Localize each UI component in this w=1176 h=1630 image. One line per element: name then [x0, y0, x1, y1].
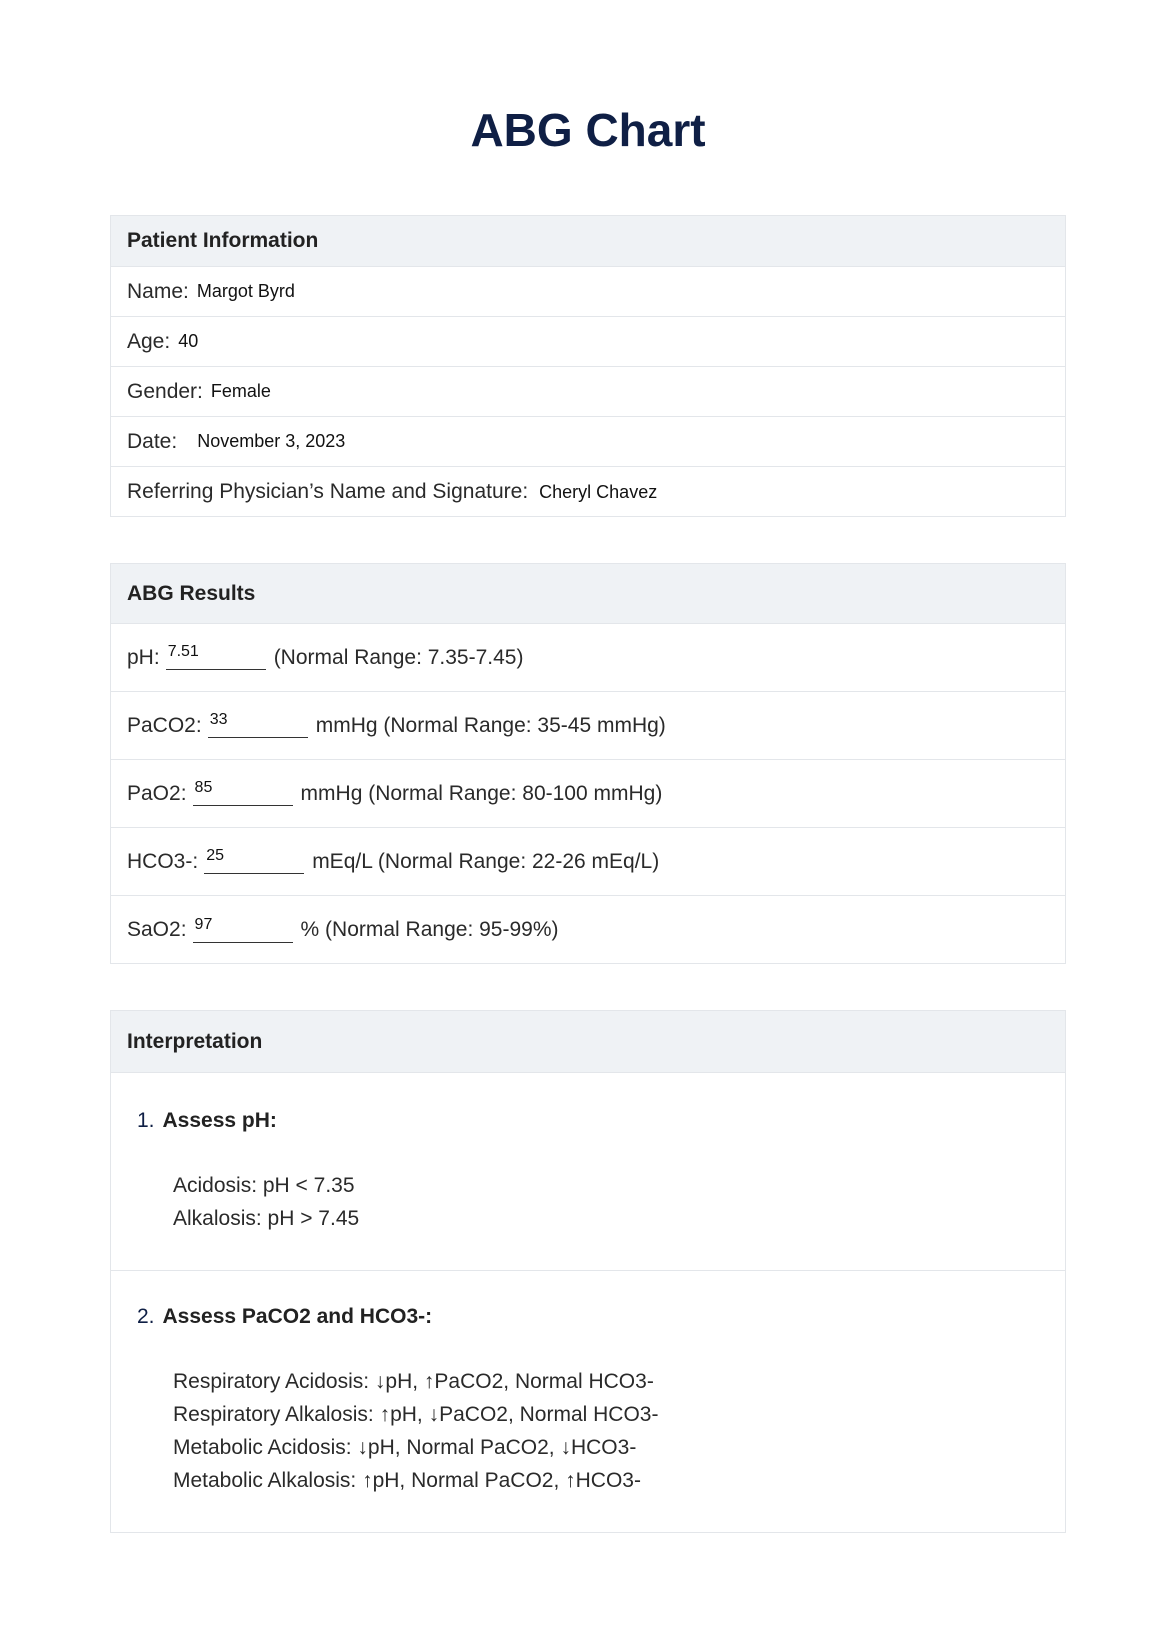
interpretation-header: Interpretation: [111, 1011, 1065, 1073]
referring-physician-label: Referring Physician’s Name and Signature:: [127, 480, 529, 503]
patient-age-row: [111, 317, 1065, 367]
step-line: Alkalosis: pH > 7.45: [173, 1207, 360, 1230]
page-title: ABG Chart: [470, 104, 706, 156]
paco2-value: 33: [209, 711, 228, 728]
sao2-field[interactable]: [193, 915, 293, 943]
patient-date-value[interactable]: November 3, 2023: [197, 431, 346, 451]
step-line: Metabolic Alkalosis: ↑pH, Normal PaCO2, ↑HCO3-: [173, 1469, 641, 1492]
pao2-row: [111, 760, 1065, 828]
paco2-row: [111, 692, 1065, 760]
step-line: Acidosis: pH < 7.35: [173, 1174, 355, 1197]
paco2-normal-range: mmHg (Normal Range: 35-45 mmHg): [315, 713, 666, 737]
hco3-value: 25: [206, 847, 224, 864]
interpretation-step-paco2-hco3: [111, 1271, 1065, 1532]
interpretation-step-ph: [111, 1073, 1065, 1271]
patient-gender-value[interactable]: Female: [210, 381, 271, 401]
patient-gender-row: [111, 367, 1065, 417]
paco2-label: PaCO2:: [127, 713, 202, 737]
step-title: Assess pH:: [162, 1109, 277, 1132]
patient-date-row: [111, 417, 1065, 467]
step-lines: [137, 1365, 1065, 1497]
step-number: 2.: [137, 1305, 155, 1328]
step-heading: [137, 1109, 1065, 1133]
step-lines: [137, 1169, 1065, 1235]
patient-age-value[interactable]: 40: [178, 331, 199, 351]
sao2-row: [111, 896, 1065, 964]
sao2-label: SaO2:: [127, 918, 187, 941]
patient-date-label: Date:: [127, 429, 178, 453]
step-title: Assess PaCO2 and HCO3-:: [162, 1305, 433, 1328]
pao2-field[interactable]: [193, 781, 293, 806]
abg-results-header: ABG Results: [111, 564, 1065, 624]
ph-label: pH:: [127, 645, 160, 669]
hco3-normal-range: mEq/L (Normal Range: 22-26 mEq/L): [312, 849, 660, 873]
ph-field[interactable]: [166, 645, 266, 670]
referring-physician-row: [111, 467, 1065, 517]
hco3-label: HCO3-:: [127, 849, 199, 873]
step-heading: [137, 1305, 1065, 1329]
step-line: Metabolic Acidosis: ↓pH, Normal PaCO2, ↓HCO3-: [173, 1436, 637, 1459]
sao2-value: 97: [194, 915, 213, 933]
patient-name-label: Name:: [127, 279, 189, 303]
sao2-normal-range: % (Normal Range: 95-99%): [300, 918, 559, 941]
pao2-label: PaO2:: [127, 781, 187, 805]
step-line: Respiratory Alkalosis: ↑pH, ↓PaCO2, Normal HCO3-: [173, 1403, 659, 1426]
referring-physician-value[interactable]: Cheryl Chavez: [539, 481, 658, 502]
ph-normal-range: (Normal Range: 7.35-7.45): [273, 645, 524, 669]
interpretation-panel: [110, 1010, 1066, 1533]
paco2-field[interactable]: [208, 713, 308, 738]
abg-results-panel: [110, 563, 1066, 964]
hco3-row: [111, 828, 1065, 896]
step-number: 1.: [137, 1109, 155, 1132]
patient-information-panel: [110, 215, 1066, 517]
patient-gender-label: Gender:: [127, 379, 203, 403]
patient-name-row: [111, 267, 1065, 317]
patient-age-label: Age:: [127, 329, 171, 353]
pao2-value: 85: [194, 779, 213, 796]
patient-name-value[interactable]: Margot Byrd: [196, 281, 295, 301]
step-line: Respiratory Acidosis: ↓pH, ↑PaCO2, Normal HCO3-: [173, 1370, 654, 1393]
hco3-field[interactable]: [204, 849, 304, 874]
ph-row: [111, 624, 1065, 692]
pao2-normal-range: mmHg (Normal Range: 80-100 mmHg): [300, 781, 663, 805]
patient-information-header: Patient Information: [111, 216, 1065, 267]
ph-value: 7.51: [167, 643, 199, 660]
